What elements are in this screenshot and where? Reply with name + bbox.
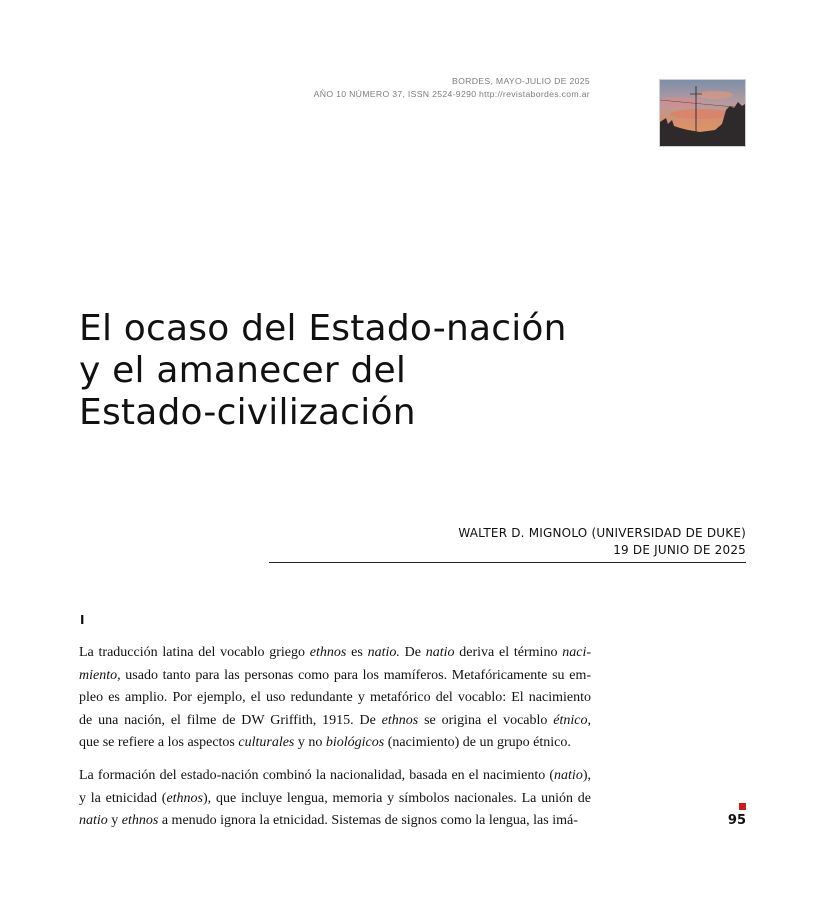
text-line: y la etnicidad (ethnos), que incluye lengua, memoria y símbolos nacionales. La unión de [79,790,592,806]
text-line: La traducción latina del vocablo griego ethnos es natio. De natio deriva el término naci- [79,645,591,660]
author-name: WALTER D. MIGNOLO (UNIVERSIDAD DE DUKE) [458,526,746,540]
text-line: miento, usado tanto para las personas como para los mamíferos. Metafóricamente su em- [79,667,591,683]
article-body [79,642,591,843]
paragraph [79,765,591,833]
title-line-1: El ocaso del Estado-nación [79,308,567,349]
byline [458,525,746,559]
byline-divider [269,562,746,563]
title-line-2: y el amanecer del [79,350,407,391]
text-line: pleo es amplio. Por ejemplo, el uso redundante y metafórico del vocablo: El nacimiento [79,690,591,706]
journal-date-line: BORDES, MAYO-JULIO DE 2025 [452,76,590,86]
text-line: que se refiere a los aspectos culturales y no biológicos (nacimiento) de un grupo étnico. [79,735,571,751]
title-line-3: Estado-civilización [79,392,416,433]
text-line: de una nación, el filme de DW Griffith, 1915. De ethnos se origina el vocablo étnico, [79,712,591,728]
section-number: I [80,613,85,627]
paragraph [79,642,591,755]
publication-date: 19 DE JUNIO DE 2025 [613,543,746,557]
article-title [79,308,567,434]
text-line: La formación del estado-nación combinó la nacionalidad, basada en el nacimiento (natio), [79,767,591,783]
journal-issue-line: AÑO 10 NÚMERO 37, ISSN 2524-9290 http://revistabordes.com.ar [313,89,590,99]
page-number: 95 [727,813,746,828]
page-marker-square [739,803,746,810]
journal-header [314,75,590,101]
text-line: natio y ethnos a menudo ignora la etnicidad. Sistemas de signos como la lengua, las imá- [79,813,578,829]
sunset-photo-image [659,79,746,147]
